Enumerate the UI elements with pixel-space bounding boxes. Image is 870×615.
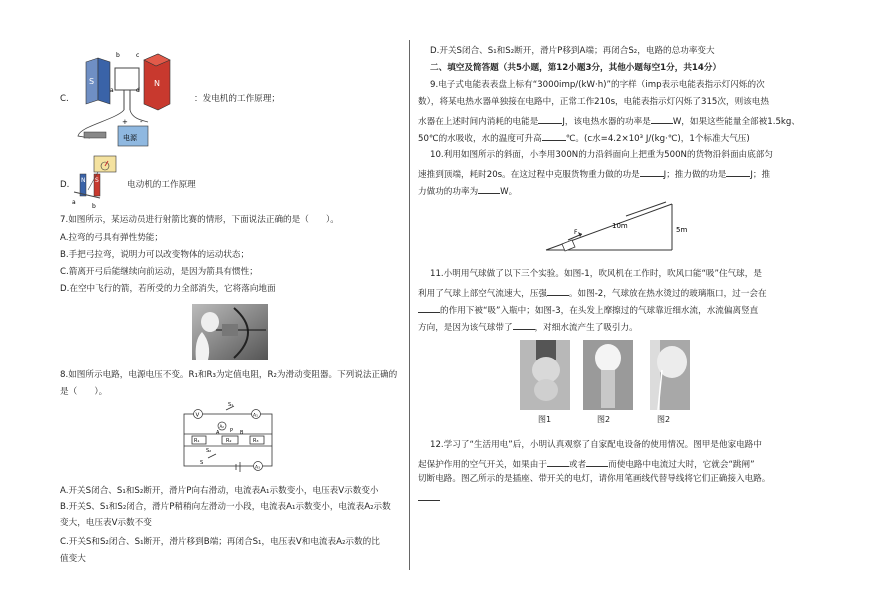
q7-stem: 7.如图所示，某运动员进行射箭比赛的情形，下面说法正确的是（ ）。 — [60, 215, 339, 225]
svg-text:S₁: S₁ — [228, 402, 234, 408]
q11-text-c: 的作用下被“吸”入瓶中；如图-3，在头发上摩擦过的气球靠近细水流，水流偏离竖直 — [440, 306, 759, 316]
q10-text-a: 速推到顶端，耗时20s。在这过程中克服货物重力做的功是 — [418, 170, 640, 180]
q9-blank-1[interactable] — [538, 114, 562, 124]
q11-line-3 — [418, 303, 758, 317]
q11-blank-2[interactable] — [418, 303, 440, 313]
q7-option-a: A.拉弯的弓具有弹性势能； — [60, 233, 163, 243]
svg-text:+: + — [122, 118, 128, 126]
q12-blank-2[interactable] — [586, 457, 608, 467]
q9-text-e: ℃。(c水=4.2×10³ J/(kg·℃)，1个标准大气压) — [565, 134, 750, 144]
q12-text-a: 起保护作用的空气开关，如果由于 — [418, 460, 547, 470]
section-title: 二、填空及简答题（共5小题，第12小题3分，其他小题每空1分，共14分） — [430, 63, 722, 73]
option-c-label: C. — [60, 94, 69, 104]
q9-text-d: 50℃的水吸收，水的温度可升高 — [418, 134, 542, 144]
q9-line-4 — [418, 131, 750, 145]
q12-text-c: 而使电路中电流过大时，它就会“跳闸” — [608, 460, 755, 470]
option-d-label: D. — [60, 180, 70, 190]
svg-text:P: P — [230, 428, 234, 434]
svg-text:a: a — [72, 199, 76, 206]
svg-text:b: b — [116, 52, 120, 59]
q7-option-d: D.在空中飞行的箭，若所受的力全部消失，它将落向地面 — [60, 284, 276, 294]
svg-text:R₁: R₁ — [194, 438, 200, 444]
q12-line-1: 12.学习了“生活用电”后，小明认真观察了自家配电设备的使用情况。图甲是他家电路中 — [430, 440, 762, 450]
svg-text:N: N — [154, 79, 160, 88]
q9-line-2: 数），将某电热水器单独接在电路中，正常工作210s，电能表指示灯闪烁了315次，则该电热 — [418, 97, 769, 107]
q11-blank-1[interactable] — [547, 286, 569, 296]
q9-text-c: W，如果这些能量全部被1.5kg、 — [672, 117, 800, 127]
svg-text:N: N — [81, 177, 86, 184]
svg-text:A: A — [216, 430, 220, 436]
q8-option-c-line-1: C.开关S和S₂闭合、S₁断开，滑片移到B端；再闭合S₁，电压表V和电流表A₂示数的比 — [60, 537, 380, 547]
balloon-photo-3 — [650, 340, 690, 410]
q8-option-c-line-2: 值变大 — [60, 554, 86, 564]
q11-line-4 — [418, 320, 638, 334]
q11-text-e: ，对细水流产生了吸引力。 — [534, 323, 638, 333]
q8-circuit-figure — [178, 400, 278, 474]
svg-text:B: B — [240, 430, 244, 436]
q11-line-2 — [418, 286, 767, 300]
q9-line-1: 9.电子式电能表表盘上标有“3000imp/(kW·h)”的字样（imp表示电能表指示灯闪烁的次 — [430, 80, 765, 90]
svg-text:A₁: A₁ — [253, 413, 258, 419]
svg-text:d: d — [136, 87, 140, 94]
q10-blank-3[interactable] — [478, 184, 500, 194]
q9-blank-3[interactable] — [542, 131, 566, 141]
q8-option-a: A.开关S闭合、S₁和S₂断开，滑片P向右滑动，电流表A₁示数变小，电压表V示数变小 — [60, 486, 379, 496]
svg-text:S₂: S₂ — [206, 448, 212, 454]
svg-text:S: S — [200, 460, 204, 466]
q8-option-d: D.开关S闭合、S₁和S₂断开，滑片P移到A端；再闭合S₂，电路的总功率变大 — [430, 46, 715, 56]
figure-caption-1: 图1 — [538, 415, 552, 424]
q8-option-b-line-1: B.开关S、S₁和S₂闭合，滑片P稍稍向左滑动一小段，电流表A₁示数变小，电流表A₂示数 — [60, 502, 391, 512]
q11-blank-3[interactable] — [513, 320, 535, 330]
option-d-caption: 电动机的工作原理 — [127, 180, 196, 190]
q12-text-b: 或者 — [568, 460, 587, 470]
svg-text:电源: 电源 — [123, 134, 137, 142]
q11-text-d: 方向，是因为该气球带了 — [418, 323, 513, 333]
q10-line-2 — [418, 167, 770, 181]
svg-text:R₂: R₂ — [226, 438, 232, 444]
q9-blank-2[interactable] — [651, 114, 673, 124]
figure-caption-3: 图2 — [657, 415, 671, 424]
svg-text:R₃: R₃ — [253, 438, 259, 444]
figure-caption-2: 图2 — [597, 415, 611, 424]
q12-line-2 — [418, 457, 755, 471]
q11-text-b: 。如图-2，气球放在热水烫过的玻璃瓶口，过一会在 — [568, 289, 767, 299]
q7-option-b: B.手把弓拉弯，说明力可以改变物体的运动状态； — [60, 250, 250, 260]
column-divider — [409, 40, 410, 570]
q10-text-c: J；推 — [750, 170, 771, 180]
archery-photo — [192, 304, 268, 360]
q10-line-1: 10.利用如图所示的斜面，小李用300N的力沿斜面向上把重为500N的货物沿斜面由底部匀 — [430, 150, 773, 160]
q7-option-c: C.箭离开弓后能继续向前运动，是因为箭具有惯性； — [60, 267, 258, 277]
svg-text:10m: 10m — [612, 222, 628, 230]
q10-text-b: J；推力做的功是 — [663, 170, 727, 180]
svg-text:F: F — [574, 229, 578, 236]
svg-text:V: V — [195, 412, 200, 419]
q10-text-e: W。 — [500, 187, 518, 197]
motor-figure — [70, 154, 120, 214]
q8-option-b-line-2: 变大，电压表V示数不变 — [60, 518, 152, 528]
q10-line-3 — [418, 184, 517, 198]
svg-text:-: - — [140, 118, 143, 126]
q12-line-3: 切断电路。图乙所示的是插座、带开关的电灯，请你用笔画线代替导线将它们正确接入电路。 — [418, 474, 771, 484]
balloon-photo-2 — [583, 340, 633, 410]
option-c-caption: ：发电机的工作原理； — [194, 94, 280, 104]
q9-text-b: J，该电热水器的功率是 — [562, 117, 651, 127]
svg-text:5m: 5m — [676, 226, 688, 234]
q12-blank-3[interactable] — [418, 491, 440, 501]
q8-stem-line-2: 是（ ）。 — [60, 387, 108, 397]
q10-blank-2[interactable] — [726, 167, 750, 177]
generator-figure — [70, 48, 195, 150]
svg-text:c: c — [136, 52, 140, 59]
q9-text-a: 水器在上述时间内消耗的电能是 — [418, 117, 539, 127]
svg-text:a: a — [110, 87, 114, 94]
svg-text:b: b — [92, 203, 96, 210]
incline-figure — [540, 200, 690, 260]
q11-text-a: 利用了气球上部空气流速大，压强 — [418, 289, 547, 299]
svg-text:A₃: A₃ — [255, 465, 260, 471]
q12-line-4 — [418, 491, 440, 505]
svg-text:S: S — [89, 77, 95, 86]
svg-text:A₂: A₂ — [219, 424, 224, 429]
q10-text-d: 力做功的功率为 — [418, 187, 479, 197]
svg-text:S: S — [95, 177, 99, 184]
q8-stem-line-1: 8.如图所示电路，电源电压不变。R₁和R₃为定值电阻，R₂为滑动变阻器。下列说法正确的 — [60, 370, 398, 380]
q9-line-3 — [418, 114, 800, 128]
q11-line-1: 11.小明用气球做了以下三个实验。如图-1，吹风机在工作时，吹风口能“吸”住气球，是 — [430, 269, 762, 279]
q12-blank-1[interactable] — [547, 457, 569, 467]
balloon-photo-1 — [520, 340, 570, 410]
q10-blank-1[interactable] — [640, 167, 664, 177]
